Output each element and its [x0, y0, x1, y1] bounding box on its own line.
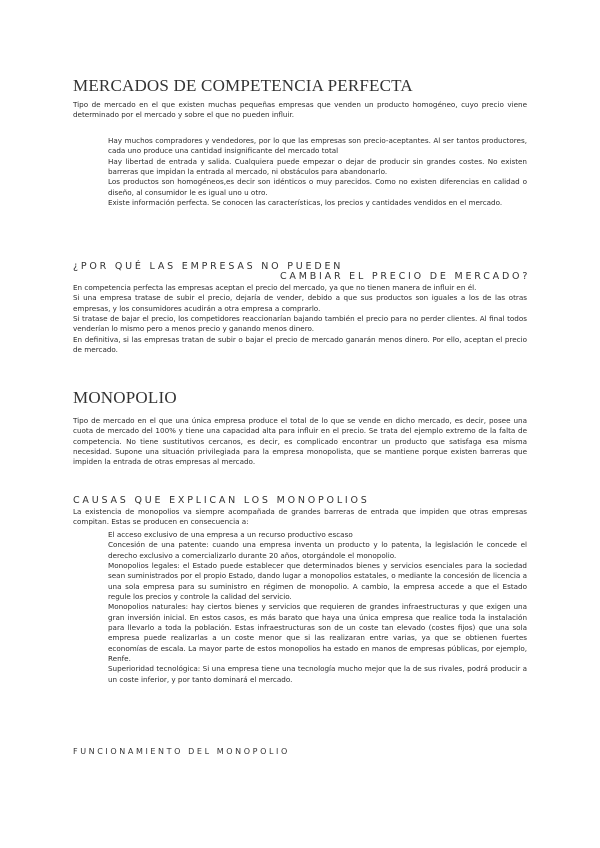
list-item: Monopolios legales: el Estado puede establecer que determinados bienes y servicios esenciales para la sociedad sean suministrados por el propio Estado, dando lugar a monopolios estatales, o mediante la concesión de licencia a una sola empresa para su suministro en régimen de monopolio. A cambio, la empresa accede a que el Estado regule los precios y controle la calidad del servicio. [108, 561, 527, 602]
list-item: Monopolios naturales: hay ciertos bienes y servicios que requieren de grandes infraestructuras y que exigen una gran inversión inicial. En estos casos, es más barato que haya una única empresa que realice toda la instalación para llevarlo a toda la población. Estas infraestructuras son de un coste tan elevado (costes fijos) que una sola empresa puede realizarlas a un coste menor que si las realizaran entre varias, ya que se obtienen fuertes economías de escala. La mayor parte de estos monopolios ha estado en manos de empresas públicas, por ejemplo, Renfe. [108, 602, 527, 664]
heading-causas: CAUSAS QUE EXPLICAN LOS MONOPOLIOS [73, 495, 370, 506]
list-item: Hay libertad de entrada y salida. Cualquiera puede empezar o dejar de producir sin grandes costes. No existen barreras que impidan la entrada al mercado, ni obstáculos para abandonarlo. [108, 156, 527, 177]
heading-monopolio: MONOPOLIO [73, 388, 177, 407]
paragraph: Si una empresa tratase de subir el precio, dejaría de vender, debido a que sus productos son iguales a los de las otras empresas, y los consumidores acudirán a otra empresa a comprarlo. [73, 293, 527, 313]
causes-list [108, 530, 527, 685]
paragraph: En definitiva, si las empresas tratan de subir o bajar el precio de mercado ganarán menos dinero. Por ello, aceptan el precio de mercado. [73, 334, 527, 355]
paragraph-monopolio: Tipo de mercado en el que una única empresa produce el total de lo que se vende en dicho mercado, es decir, posee una cuota de mercado del 100% y tiene una capacidad alta para influir en el precio. Se trata del ejemplo extremo de la falta de competencia. No tiene sustitutivos cercanos, es decir, es complicado encontrar un producto que satisfaga esa misma necesidad. Supone una situación privilegiada para la empresa monopolista, que se mantiene porque existen barreras que impiden la entrada de otras empresas al mercado. [73, 416, 527, 467]
list-item: El acceso exclusivo de una empresa a un recurso productivo escaso [108, 530, 353, 539]
heading-funcionamiento: FUNCIONAMIENTO DEL MONOPOLIO [73, 747, 290, 756]
heading-competencia-perfecta: MERCADOS DE COMPETENCIA PERFECTA [73, 76, 413, 95]
list-item: Concesión de una patente: cuando una empresa inventa un producto y lo patenta, la legislación le concede el derecho exclusivo a comercializarlo durante 20 años, otorgándole el monopolio. [108, 540, 527, 560]
paragraph: En competencia perfecta las empresas aceptan el precio del mercado, ya que no tienen manera de influir en él. [73, 283, 477, 292]
intro-causas: La existencia de monopolios va siempre acompañada de grandes barreras de entrada que impiden que otras empresas compitan. Estas se producen en consecuencia a: [73, 507, 527, 527]
precio-paragraphs [73, 283, 527, 355]
heading-precio-line1: ¿POR QUÉ LAS EMPRESAS NO PUEDEN [73, 261, 344, 272]
list-item: Superioridad tecnológica: Si una empresa tiene una tecnología mucho mejor que la de sus rivales, podrá producir a un coste inferior, y por tanto dominará el mercado. [108, 664, 527, 684]
characteristics-list [108, 136, 527, 208]
list-item: Hay muchos compradores y vendedores, por lo que las empresas son precio-aceptantes. Al ser tantos productores, cada uno produce una cantidad insignificante del mercado total [108, 136, 527, 156]
list-item: Los productos son homogéneos,es decir son idénticos o muy parecidos. Como no existen diferencias en calidad o diseño, al consumidor le es igual uno u otro. [108, 177, 527, 197]
list-item: Existe información perfecta. Se conocen las características, los precios y cantidades vendidos en el mercado. [108, 198, 503, 208]
heading-precio-line2: CAMBIAR EL PRECIO DE MERCADO? [280, 271, 531, 282]
intro-competencia-perfecta: Tipo de mercado en el que existen muchas pequeñas empresas que venden un producto homogéneo, cuyo precio viene determinado por el mercado y sobre el que no pueden influir. [73, 100, 527, 120]
paragraph: Si tratase de bajar el precio, los competidores reaccionarían bajando también el precio para no perder clientes. Al final todos venderían lo mismo pero a menos precio y ganando menos dinero. [73, 314, 527, 334]
